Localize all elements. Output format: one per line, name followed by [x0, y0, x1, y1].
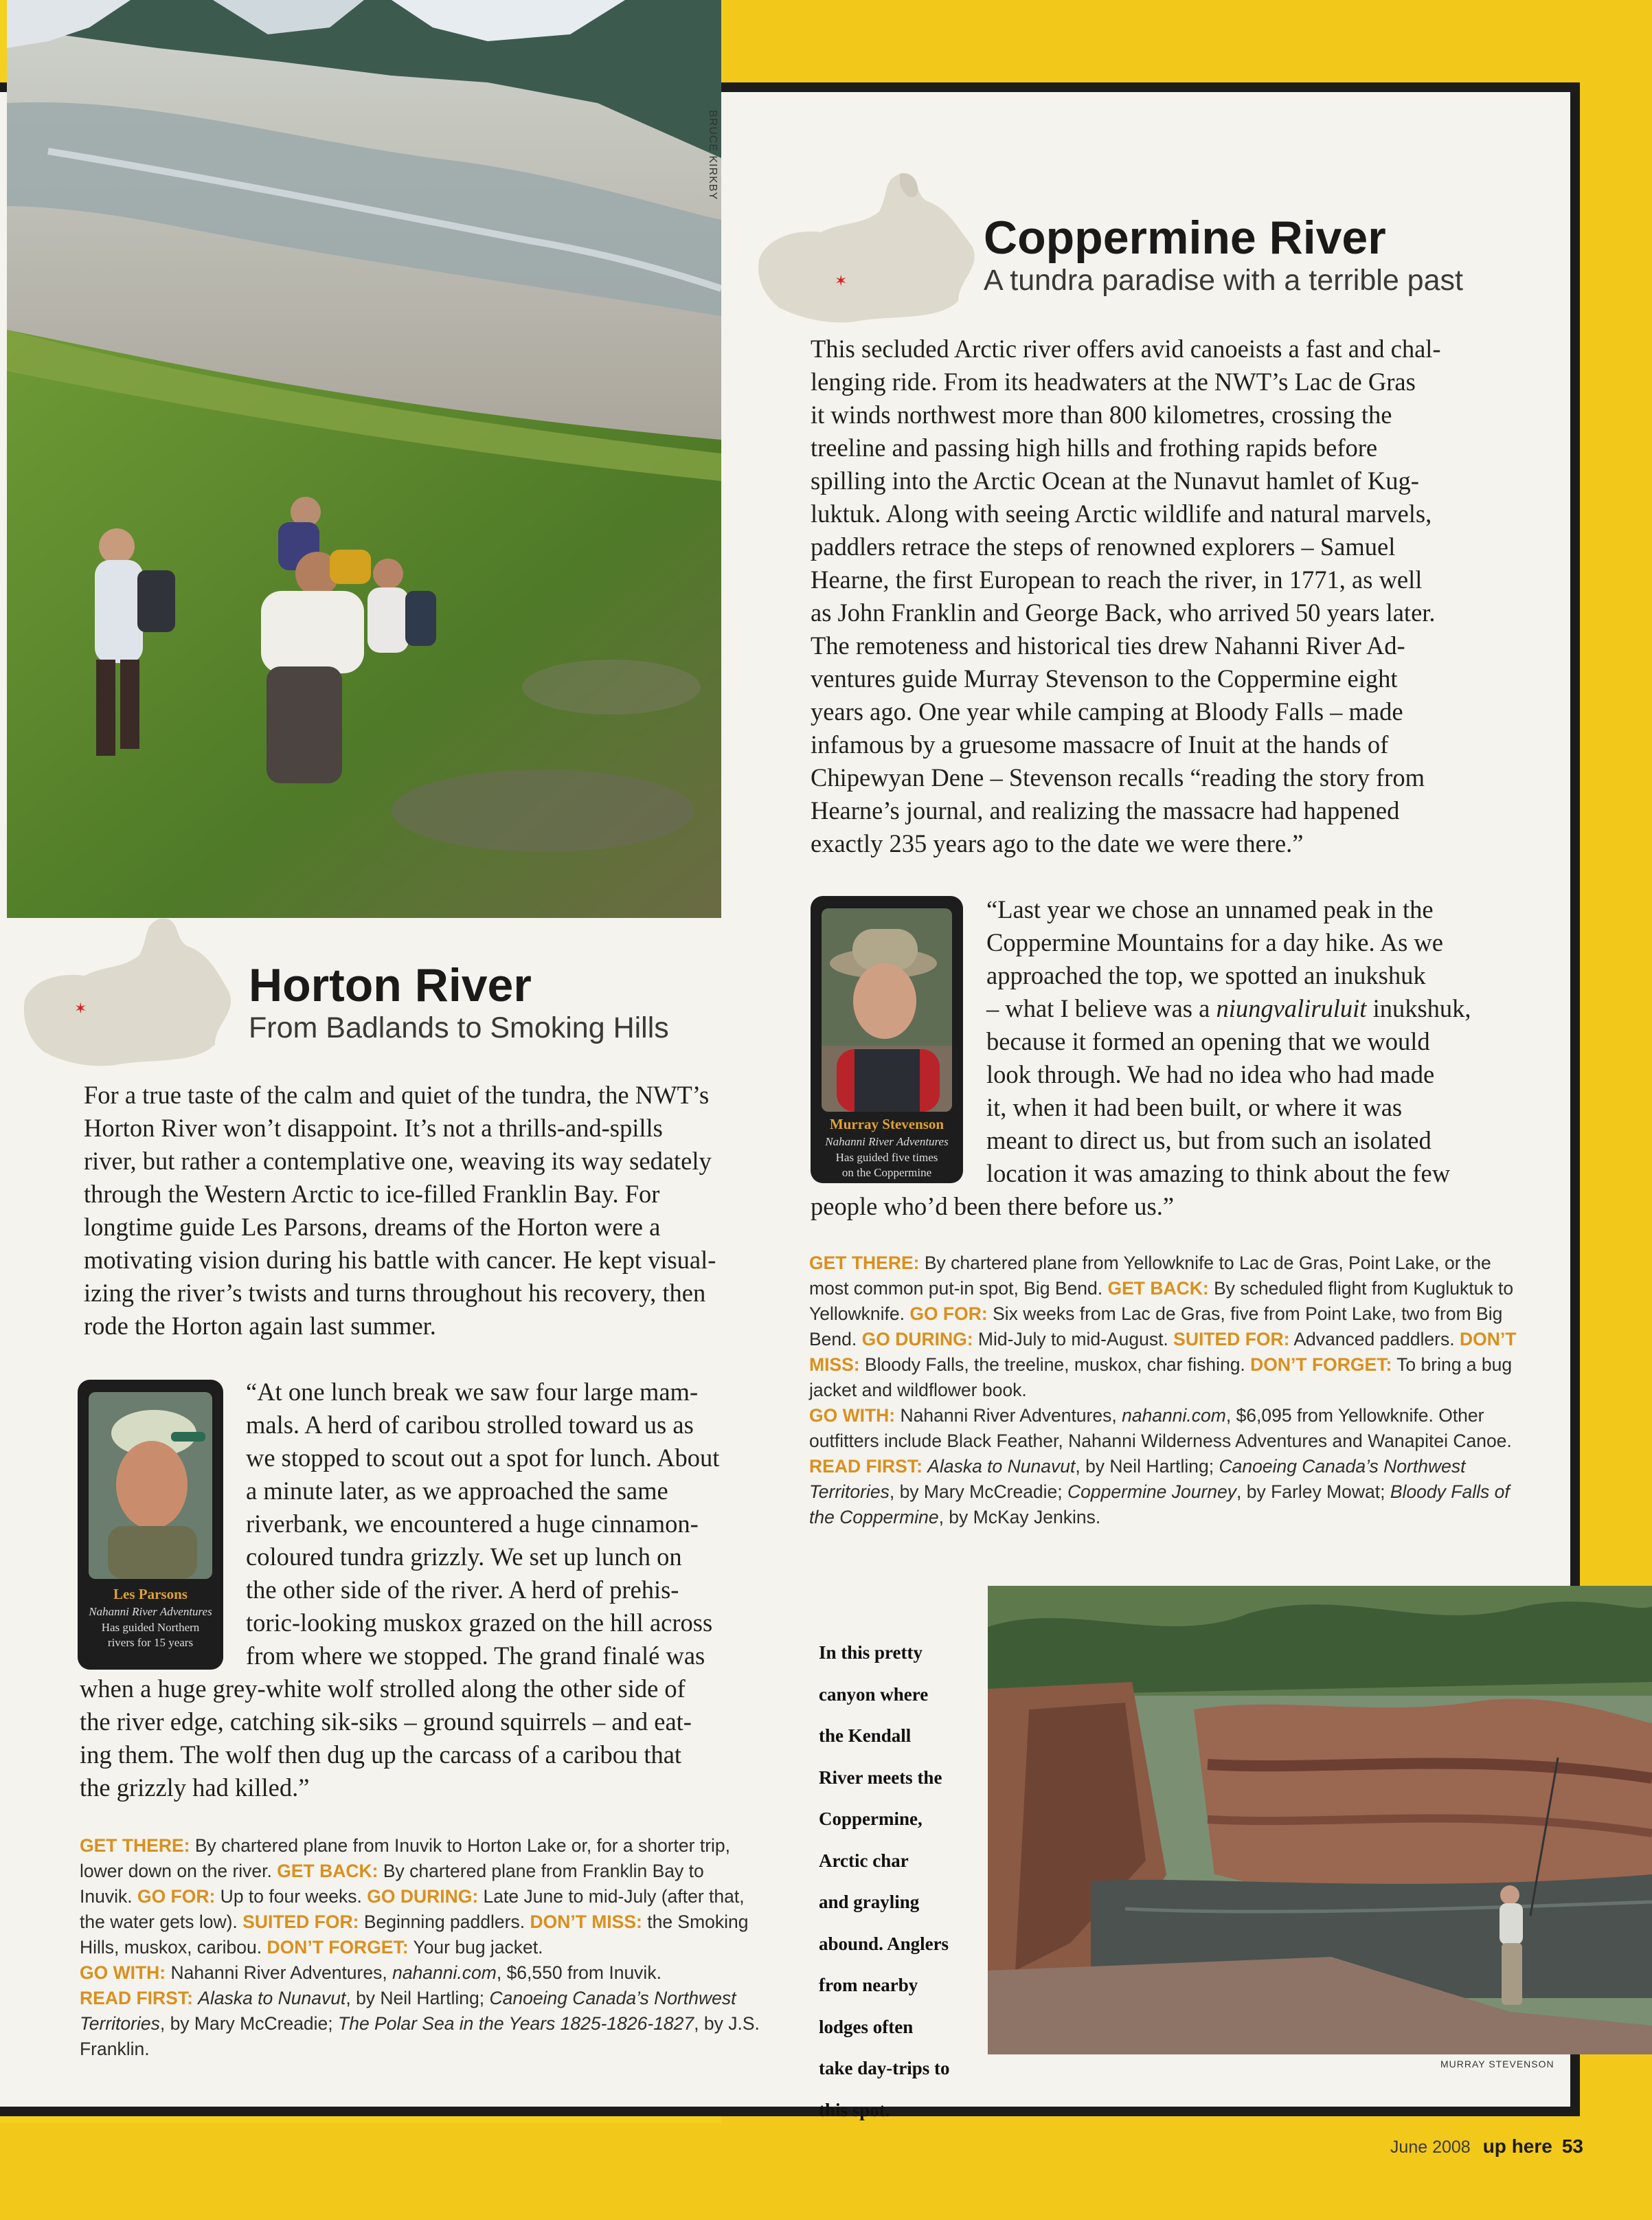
info-dont-miss: the Smoking Hills, muskox, caribou.: [80, 1911, 749, 1958]
info-get-back-key: GET BACK:: [1107, 1278, 1209, 1299]
coppermine-quote: [986, 893, 1557, 1190]
quote-line: [986, 1091, 1557, 1124]
murray-stevenson-photo: [822, 908, 952, 1112]
caption-line: take day-trips to: [819, 2058, 950, 2078]
quote-line: a minute later, as we approached the same: [246, 1477, 668, 1505]
quote-line: [986, 1124, 1557, 1157]
info-go-for: Six weeks from Lac de Gras, five from Point Lake, two from Big Bend.: [809, 1303, 1503, 1349]
info-go-during: Late June to mid-July (after that, the water gets low).: [80, 1886, 745, 1932]
caption-line: In this pretty: [819, 1642, 923, 1663]
canyon-photo-caption: [819, 1623, 984, 2140]
info-dont-forget-key: DON’T FORGET:: [1250, 1354, 1392, 1375]
quote-line: from where we stopped. The grand finalé was: [246, 1641, 705, 1670]
quote-text: Coppermine Mountains for a day hike. As we: [986, 928, 1443, 956]
caption-line: from nearby: [819, 1975, 918, 1995]
info-go-with-key: GO WITH:: [80, 1962, 166, 1983]
book-author: , by Farley Mowat;: [1236, 1481, 1390, 1502]
quote-line: [986, 1058, 1557, 1091]
quote-line: “At one lunch break we saw four large mam-: [246, 1378, 699, 1406]
body-line: treeline and passing high hills and frothing rapids before: [811, 434, 1378, 462]
coppermine-quote-last-line: people who’d been there before us.”: [811, 1192, 1175, 1220]
quote-text: location it was amazing to think about the few: [986, 1159, 1451, 1187]
caption-line: lodges often: [819, 2016, 914, 2037]
page-footer: [1390, 2135, 1583, 2157]
quote-text: it, when it had been built, or where it was: [986, 1093, 1403, 1121]
info-go-for-key: GO FOR:: [909, 1303, 988, 1324]
coppermine-subtitle: A tundra paradise with a terrible past: [984, 264, 1463, 297]
info-go-for-key: GO FOR:: [137, 1886, 216, 1907]
info-suited-key: SUITED FOR:: [1173, 1329, 1290, 1349]
book-title: Bloody Falls of the Coppermine: [809, 1481, 1510, 1527]
quote-line: the grizzly had killed.”: [80, 1773, 310, 1802]
body-line: izing the river’s twists and turns throughout his recovery, then: [84, 1279, 706, 1307]
quote-line: the river edge, catching sik-siks – ground squirrels – and eat-: [80, 1707, 692, 1736]
body-line: Hearne’s journal, and realizing the massacre had happened: [811, 796, 1400, 825]
book-author: , by Mary McCreadie;: [159, 2013, 339, 2034]
body-line: Horton River won’t disappoint. It’s not a thrills-and-spills: [84, 1114, 663, 1142]
info-suited-key: SUITED FOR:: [242, 1911, 359, 1932]
caption-line: the Kendall: [819, 1725, 912, 1746]
info-read-first-key: READ FIRST:: [809, 1456, 923, 1477]
quote-line: [986, 1157, 1557, 1190]
quote-text: – what I believe was a: [986, 994, 1217, 1022]
body-line: through the Western Arctic to ice-filled Franklin Bay. For: [84, 1180, 660, 1208]
info-dont-miss-key: DON’T MISS:: [530, 1911, 642, 1932]
info-dont-forget-key: DON’T FORGET:: [267, 1937, 409, 1958]
les-desc-2: rivers for 15 years: [107, 1636, 194, 1649]
quote-line: we stopped to scout out a spot for lunch. About: [246, 1444, 720, 1472]
body-line: ventures guide Murray Stevenson to the Coppermine eight: [811, 664, 1398, 693]
footer-magazine: up here: [1482, 2135, 1552, 2157]
quote-line: when a huge grey-white wolf strolled along the other side of: [80, 1674, 686, 1703]
info-suited: Advanced paddlers.: [1289, 1329, 1460, 1349]
quote-text: approached the top, we spotted an inukshuk: [986, 961, 1426, 989]
info-go-for: Up to four weeks.: [215, 1886, 367, 1907]
caption-line: canyon where: [819, 1683, 929, 1705]
info-dont-forget: To bring a bug jacket and wildflower book.: [809, 1354, 1513, 1400]
quote-line: [986, 959, 1557, 992]
quote-line: toric-looking muskox grazed on the hill across: [246, 1608, 713, 1637]
caption-line: and grayling: [819, 1892, 920, 1912]
quote-line: [986, 992, 1557, 1025]
horton-quote: [246, 1376, 795, 1672]
book-title: The Polar Sea in the Years 1825-1826-1827: [338, 2013, 694, 2034]
les-name: Les Parsons: [113, 1586, 188, 1602]
svg-text:✶: ✶: [74, 1000, 87, 1018]
info-go-during-key: GO DURING:: [367, 1886, 479, 1907]
murray-name: Murray Stevenson: [829, 1116, 944, 1132]
book-title: Alaska to Nunavut: [927, 1456, 1076, 1477]
quote-line: coloured tundra grizzly. We set up lunch on: [246, 1543, 682, 1571]
canyon-photo: [988, 1586, 1652, 2054]
info-get-there: By chartered plane from Inuvik to Horton Lake or, for a shorter trip, lower down on the river.: [80, 1835, 731, 1881]
book-author: , by Neil Hartling;: [346, 1988, 490, 2008]
footer-date: June 2008: [1390, 2138, 1471, 2157]
body-line: as John Franklin and George Back, who arrived 50 years later.: [811, 598, 1436, 627]
horton-body: [84, 1079, 791, 1343]
les-desc-1: Has guided Northern: [101, 1621, 200, 1634]
info-read-first-key: READ FIRST:: [80, 1988, 193, 2008]
murray-desc-1: Has guided five times: [835, 1151, 938, 1164]
horton-map-icon: [19, 910, 239, 1079]
body-line: years ago. One year while camping at Bloody Falls – made: [811, 697, 1403, 726]
info-suited: Beginning paddlers.: [359, 1911, 530, 1932]
info-go-with-url[interactable]: nahanni.com: [392, 1962, 497, 1983]
info-go-with: Nahanni River Adventures,: [166, 1962, 393, 1983]
info-go-with-url[interactable]: nahanni.com: [1122, 1405, 1226, 1426]
coppermine-map-icon: [752, 164, 986, 335]
bottom-photo-credit: MURRAY STEVENSON: [1440, 2059, 1554, 2070]
les-parsons-card: [78, 1380, 223, 1670]
body-line: lenging ride. From its headwaters at the NWT’s Lac de Gras: [811, 368, 1416, 396]
les-company: Nahanni River Adventures: [89, 1605, 212, 1618]
info-get-back: By chartered plane from Franklin Bay to Inuvik.: [80, 1861, 704, 1907]
quote-line: riverbank, we encountered a huge cinnamon-: [246, 1510, 699, 1538]
book-title: Canoeing Canada’s Northwest Territories: [809, 1456, 1466, 1502]
quote-line: the other side of the river. A herd of prehis-: [246, 1576, 679, 1604]
caption-line: this spot.: [819, 2099, 890, 2120]
info-get-there-key: GET THERE:: [809, 1253, 920, 1273]
quote-line: [986, 1025, 1557, 1058]
body-line: This secluded Arctic river offers avid canoeists a fast and chal-: [811, 335, 1441, 363]
quote-text: because it formed an opening that we would: [986, 1027, 1430, 1055]
info-get-back: By scheduled flight from Kugluktuk to Yellowknife.: [809, 1278, 1514, 1324]
quote-line: ing them. The wolf then dug up the carcass of a caribou that: [80, 1740, 682, 1769]
quote-italic-word: niungvaliruluit: [1216, 994, 1367, 1022]
book-author: , by Mary McCreadie;: [889, 1481, 1068, 1502]
info-dont-miss: Bloody Falls, the treeline, muskox, char fishing.: [859, 1354, 1251, 1375]
coppermine-title: Coppermine River: [984, 212, 1386, 264]
book-title: Coppermine Journey: [1067, 1481, 1237, 1502]
body-line: The remoteness and historical ties drew Nahanni River Ad-: [811, 631, 1405, 660]
caption-line: River meets the: [819, 1767, 942, 1788]
caption-line: Arctic char: [819, 1850, 909, 1871]
caption-line: Coppermine,: [819, 1808, 923, 1829]
book-title: Alaska to Nunavut: [198, 1988, 346, 2008]
body-line: paddlers retrace the steps of renowned explorers – Samuel: [811, 532, 1396, 561]
book-title: Canoeing Canada’s Northwest Territories: [80, 1988, 736, 2034]
info-go-with-key: GO WITH:: [809, 1405, 896, 1426]
info-get-there: By chartered plane from Yellowknife to Lac de Gras, Point Lake, or the most common put-in spot, Big Bend.: [809, 1253, 1491, 1299]
quote-text: look through. We had no idea who had made: [986, 1060, 1435, 1088]
quote-text: inukshuk,: [1366, 994, 1471, 1022]
horton-info: [80, 1833, 760, 2062]
body-line: For a true taste of the calm and quiet of the tundra, the NWT’s: [84, 1081, 710, 1109]
body-line: spilling into the Arctic Ocean at the Nunavut hamlet of Kug-: [811, 467, 1419, 495]
coppermine-body: [811, 333, 1552, 860]
canyon-photo-image: [988, 1586, 1652, 2054]
murray-company: Nahanni River Adventures: [825, 1135, 949, 1148]
quote-line: [986, 926, 1557, 959]
body-line: motivating vision during his battle with cancer. He kept visual-: [84, 1246, 716, 1274]
info-go-during: Mid-July to mid-August.: [973, 1329, 1174, 1349]
body-line: river, but rather a contemplative one, weaving its way sedately: [84, 1147, 712, 1175]
caption-line: abound. Anglers: [819, 1933, 949, 1954]
book-author: , by Neil Hartling;: [1075, 1456, 1219, 1477]
book-author: , by J.S. Franklin.: [80, 2013, 760, 2059]
quote-text: meant to direct us, but from such an isolated: [986, 1126, 1432, 1154]
book-author: , by McKay Jenkins.: [938, 1507, 1101, 1527]
info-dont-forget: Your bug jacket.: [408, 1937, 543, 1958]
info-get-there-key: GET THERE:: [80, 1835, 190, 1856]
body-line: it winds northwest more than 800 kilometres, crossing the: [811, 401, 1392, 429]
svg-text:✶: ✶: [835, 273, 848, 290]
quote-line: [986, 893, 1557, 926]
info-go-with-rest: , $6,550 from Inuvik.: [496, 1962, 661, 1983]
info-dont-miss-key: DON’T MISS:: [809, 1329, 1517, 1375]
body-line: rode the Horton again last summer.: [84, 1312, 436, 1340]
body-line: infamous by a gruesome massacre of Inuit at the hands of: [811, 730, 1389, 759]
info-get-back-key: GET BACK:: [277, 1861, 378, 1881]
info-go-with: Nahanni River Adventures,: [895, 1405, 1122, 1426]
body-line: longtime guide Les Parsons, dreams of the Horton were a: [84, 1213, 661, 1241]
quote-line: mals. A herd of caribou strolled toward us as: [246, 1411, 694, 1439]
top-photo-credit: BRUCE KIRKBY: [707, 110, 718, 201]
horton-subtitle: From Badlands to Smoking Hills: [249, 1011, 669, 1044]
hiking-photo-image: [7, 0, 721, 918]
hiking-photo: [7, 0, 721, 918]
horton-title: Horton River: [249, 959, 532, 1011]
horton-quote-continued: [80, 1672, 794, 1804]
quote-text: “Last year we chose an unnamed peak in the: [986, 895, 1434, 923]
murray-desc-2: on the Coppermine: [841, 1166, 932, 1179]
info-go-with-rest: , $6,095 from Yellowknife. Other outfitters include Black Feather, Nahanni Wilderness Adventures and Wanapitei Canoe.: [809, 1405, 1512, 1451]
murray-stevenson-card: [811, 896, 963, 1183]
coppermine-info: [809, 1251, 1517, 1530]
page-number: 53: [1561, 2135, 1583, 2157]
body-line: exactly 235 years ago to the date we were there.”: [811, 829, 1304, 857]
body-line: Chipewyan Dene – Stevenson recalls “reading the story from: [811, 763, 1425, 792]
info-go-during-key: GO DURING:: [861, 1329, 973, 1349]
les-parsons-photo: [89, 1392, 212, 1579]
body-line: Hearne, the first European to reach the river, in 1771, as well: [811, 565, 1423, 594]
body-line: luktuk. Along with seeing Arctic wildlife and natural marvels,: [811, 500, 1432, 528]
